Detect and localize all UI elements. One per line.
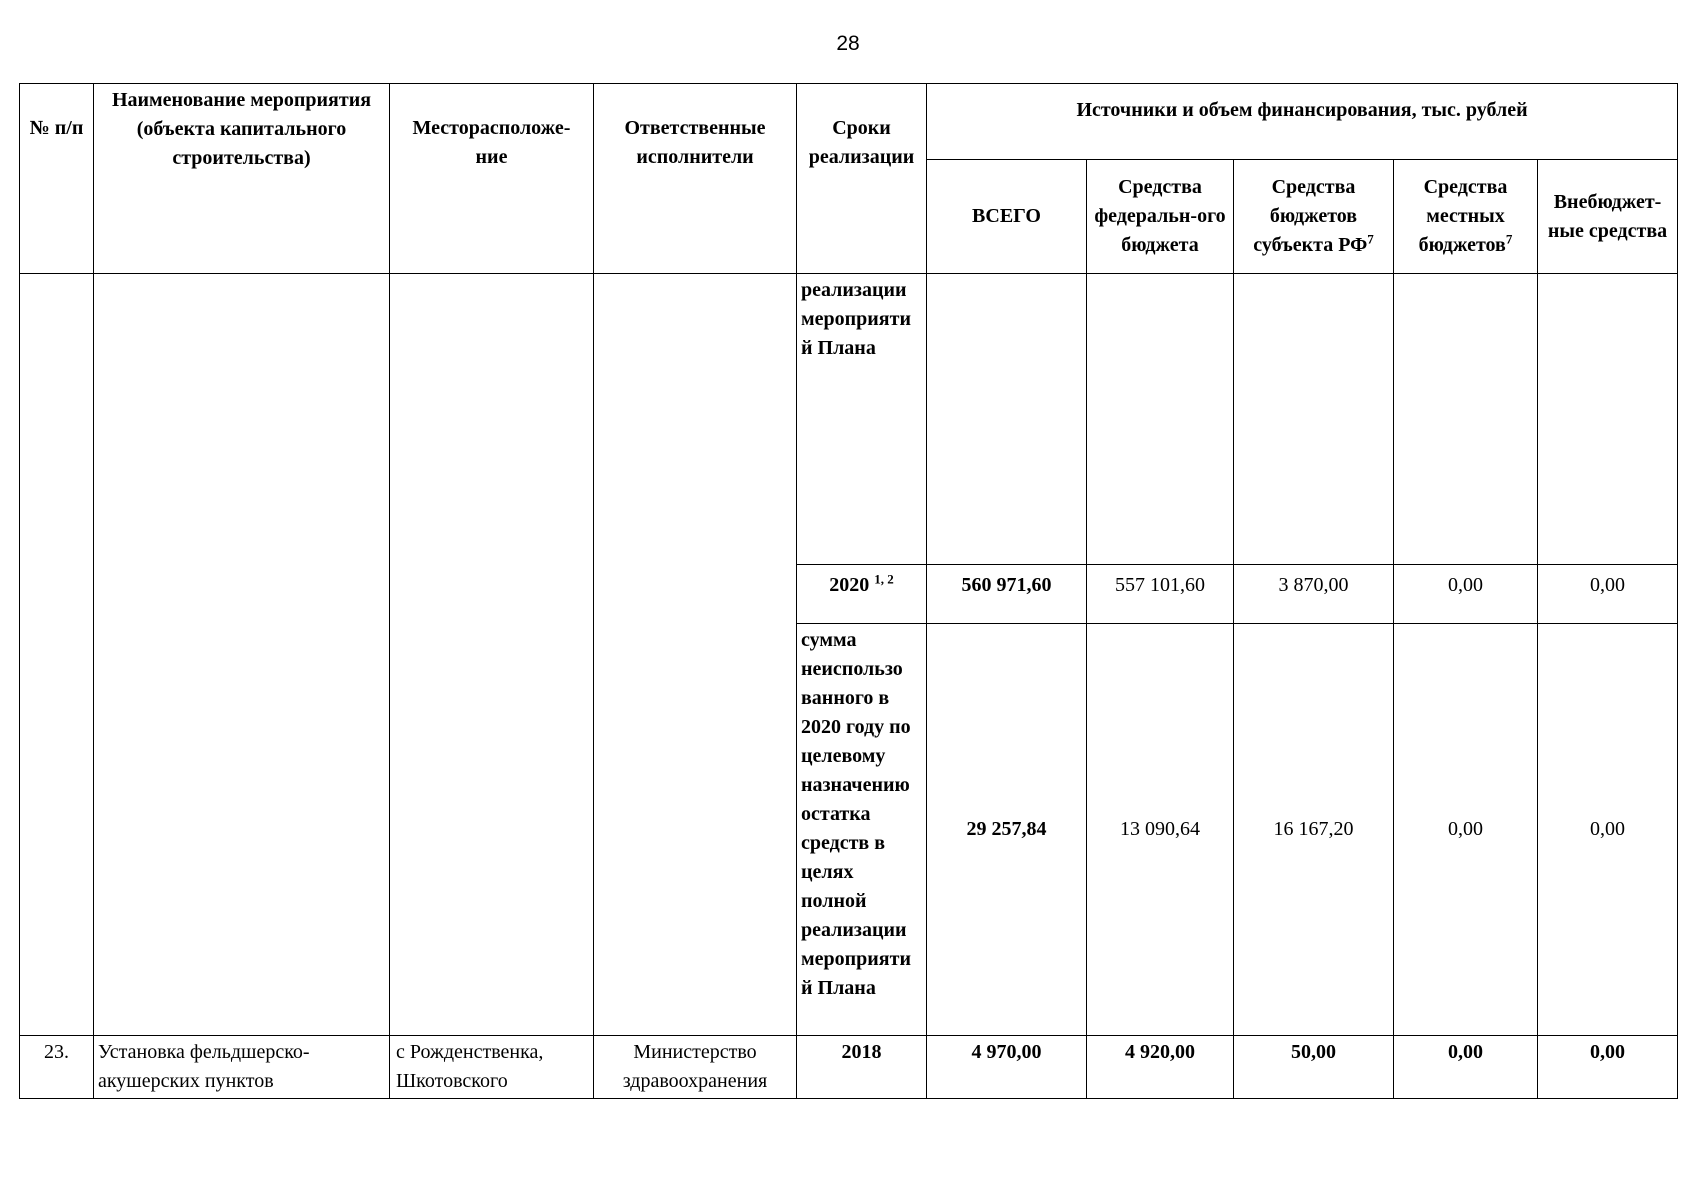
cell-local: 0,00 (1394, 565, 1538, 624)
cell-name-cont (94, 274, 390, 1036)
header-responsible: Ответственные исполнители (594, 84, 797, 274)
cell-federal (1087, 274, 1234, 565)
table-row (20, 274, 1678, 565)
cell-extra: 0,00 (1538, 1036, 1678, 1099)
header-local: Средства местных бюджетов$^7$ (1394, 160, 1538, 274)
header-num: № п/п (20, 84, 94, 274)
cell-subject: 3 870,00 (1234, 565, 1394, 624)
cell-local: 0,00 (1394, 1036, 1538, 1099)
cell-federal: 13 090,64 (1087, 624, 1234, 1036)
financing-table (19, 83, 1678, 1099)
cell-federal: 4 920,00 (1087, 1036, 1234, 1099)
cell-location: с Рожденственка, Шкотовского (390, 1036, 594, 1099)
header-total: ВСЕГО (927, 160, 1087, 274)
cell-total: 29 257,84 (927, 624, 1087, 1036)
cell-subject: 16 167,20 (1234, 624, 1394, 1036)
cell-local (1394, 274, 1538, 565)
cell-term: 2020 $^{1, 2}$ (797, 565, 927, 624)
cell-extra (1538, 274, 1678, 565)
cell-responsible: Министерство здравоохранения (594, 1036, 797, 1099)
header-location: Месторасположе-ние (390, 84, 594, 274)
cell-term: реализации мероприяти й Плана (797, 274, 927, 565)
cell-local: 0,00 (1394, 624, 1538, 1036)
table-row (20, 1036, 1678, 1099)
cell-federal: 557 101,60 (1087, 565, 1234, 624)
header-federal: Средства федеральн-ого бюджета (1087, 160, 1234, 274)
cell-subject (1234, 274, 1394, 565)
cell-num: 23. (20, 1036, 94, 1099)
cell-subject: 50,00 (1234, 1036, 1394, 1099)
cell-responsible-cont (594, 274, 797, 1036)
cell-location-cont (390, 274, 594, 1036)
cell-term: 2018 (797, 1036, 927, 1099)
header-funding-group: Источники и объем финансирования, тыс. рублей (927, 84, 1678, 160)
cell-extra: 0,00 (1538, 624, 1678, 1036)
page-number: 28 (836, 32, 860, 55)
header-extra: Внебюджет-ные средства (1538, 160, 1678, 274)
header-subject: Средства бюджетов субъекта $РФ^7$ (1234, 160, 1394, 274)
cell-num-cont (20, 274, 94, 1036)
cell-term: сумма неиспользо ванного в 2020 году по целевому назначению остатка средств в целях полной реализации мероприяти й Плана (797, 624, 927, 1036)
cell-name: Установка фельдшерско-акушерских пунктов (94, 1036, 390, 1099)
cell-total (927, 274, 1087, 565)
cell-extra: 0,00 (1538, 565, 1678, 624)
header-name: Наименование мероприятия (объекта капитального строительства) (94, 84, 390, 274)
cell-total: 560 971,60 (927, 565, 1087, 624)
header-row-1 (20, 84, 1678, 160)
header-term: Сроки реализации (797, 84, 927, 274)
cell-total: 4 970,00 (927, 1036, 1087, 1099)
